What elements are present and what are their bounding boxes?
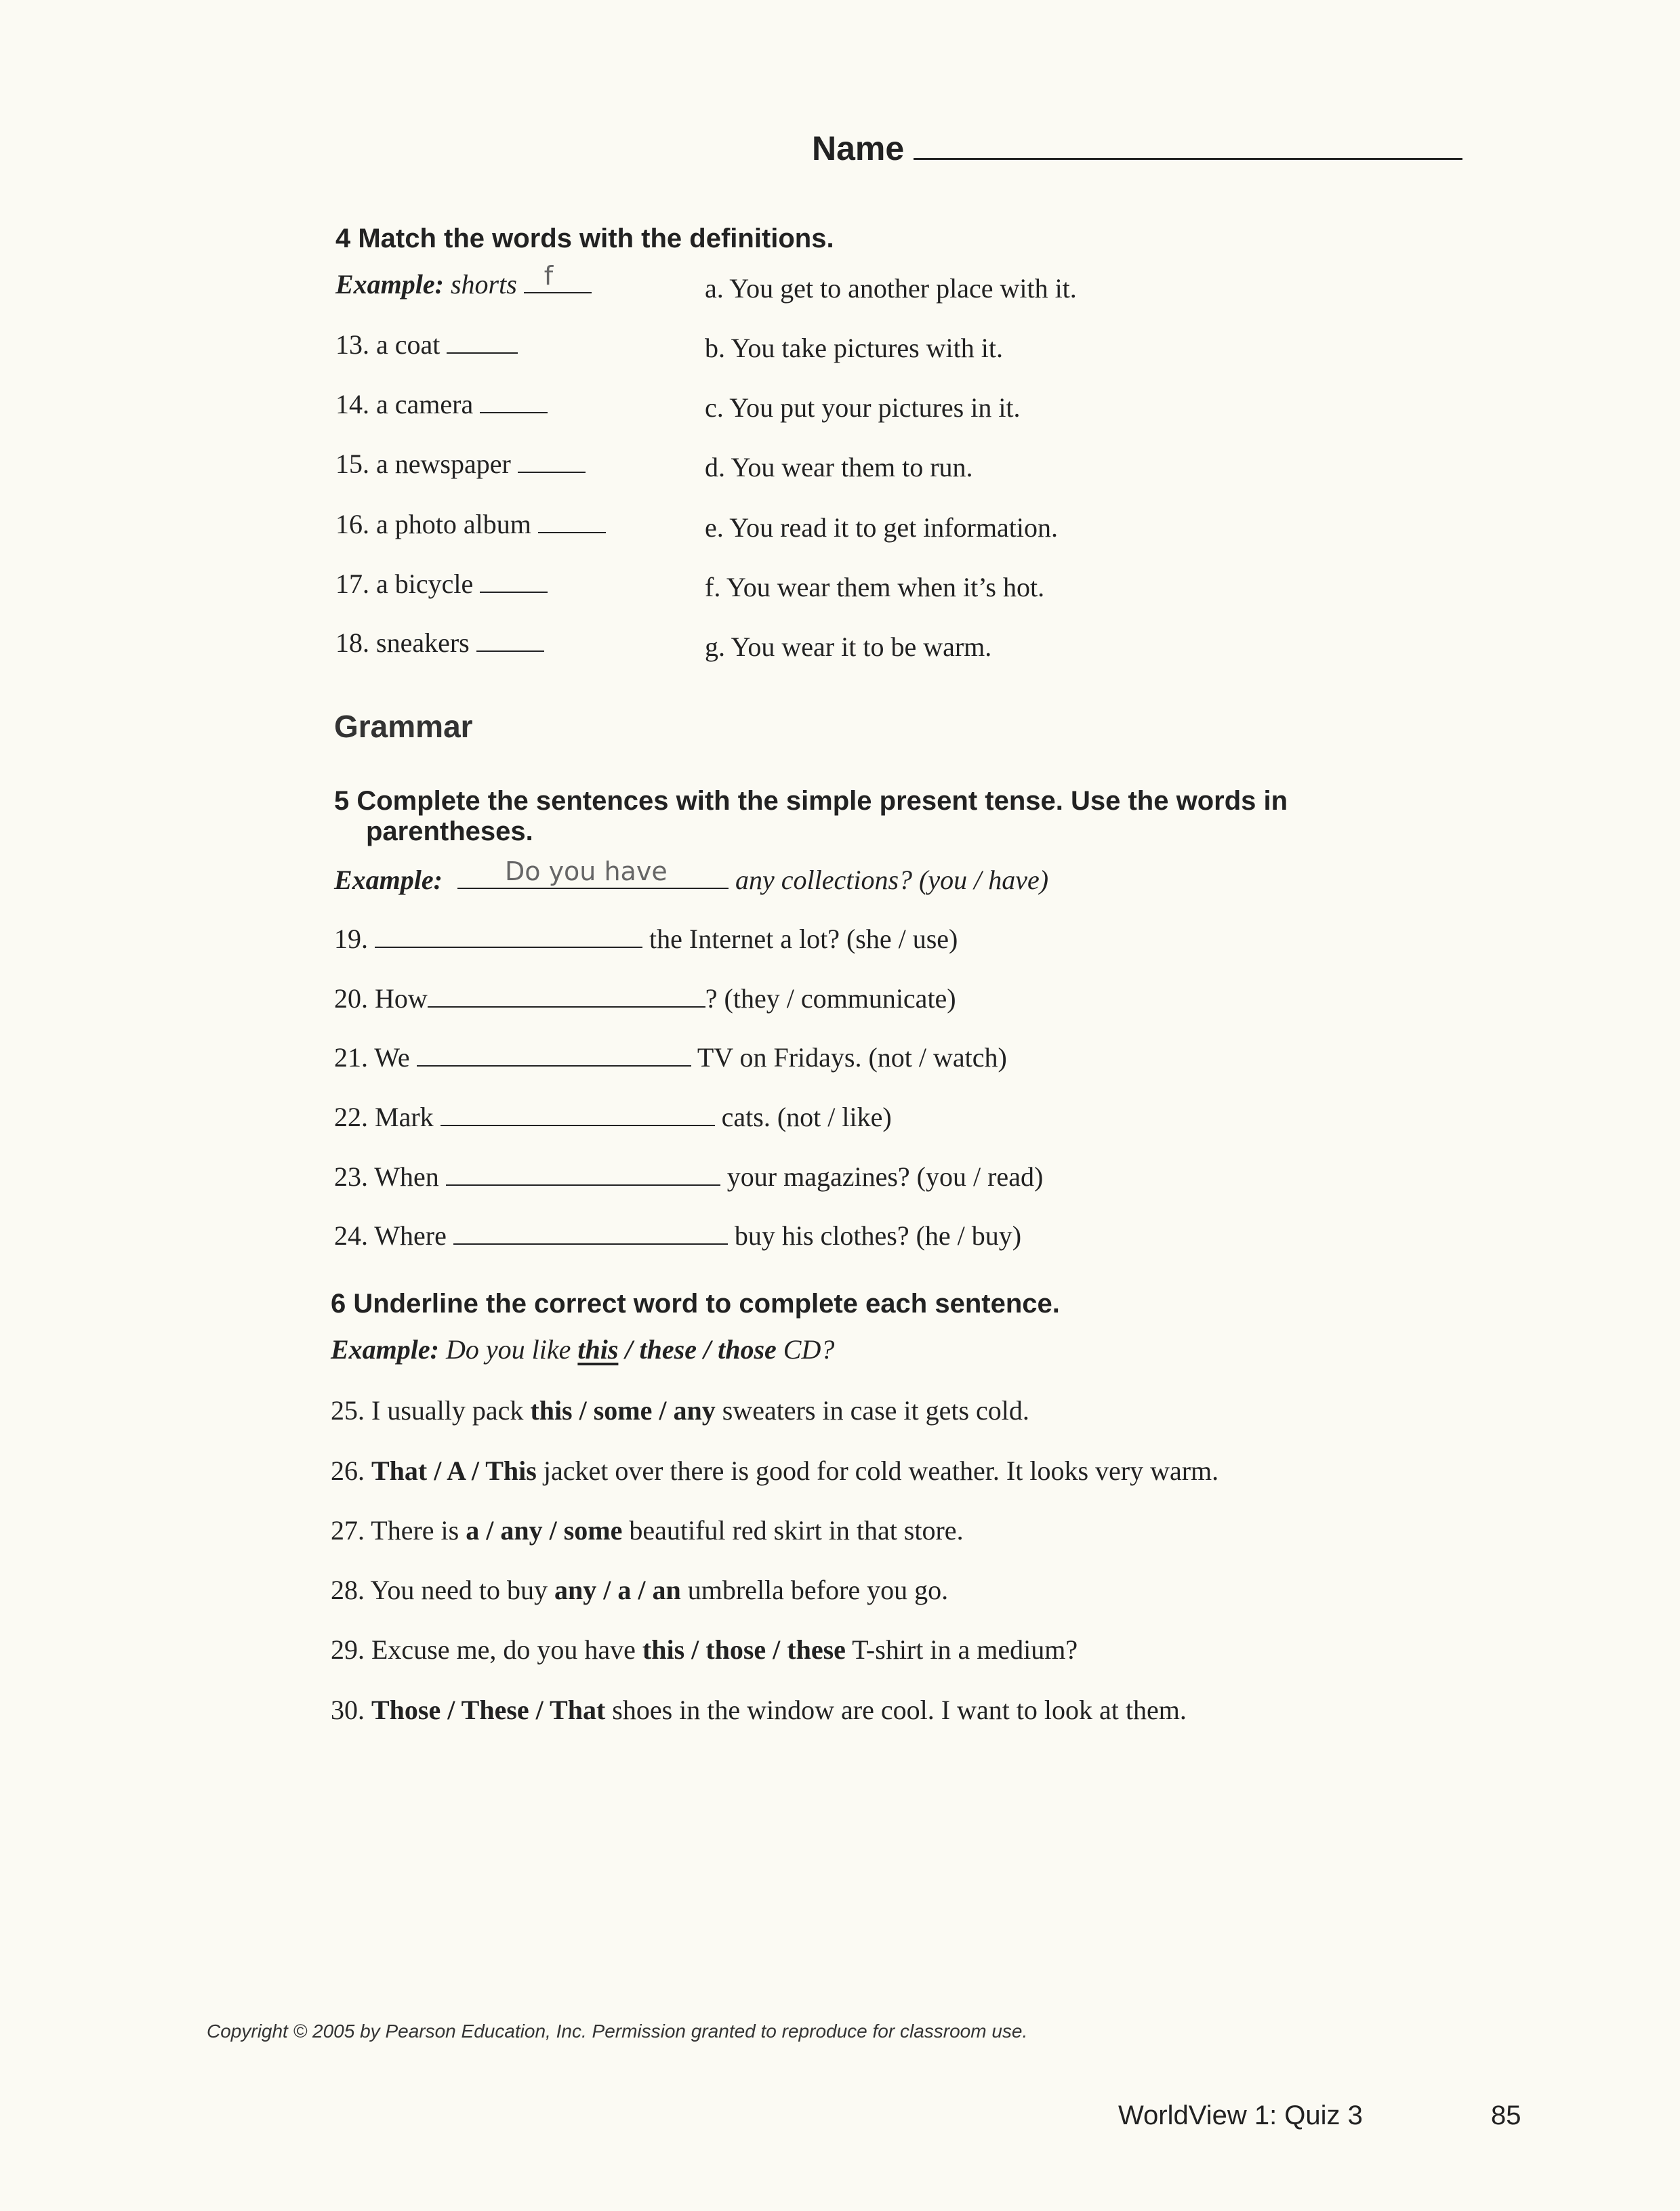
example-label: Example:: [331, 1334, 439, 1365]
item-number: 24.: [334, 1220, 368, 1251]
item-text: buy his clothes? (he / buy): [734, 1220, 1022, 1251]
item-number: 29.: [331, 1634, 365, 1665]
item-pre: When: [374, 1161, 439, 1192]
item-number: 30.: [331, 1695, 365, 1725]
item-pre: There is: [371, 1515, 459, 1546]
definition-d: d. You wear them to run.: [705, 452, 973, 482]
definition-c: c. You put your pictures in it.: [705, 392, 1021, 423]
item-text: sweaters in case it gets cold.: [722, 1395, 1029, 1426]
word-options[interactable]: any / a / an: [554, 1575, 681, 1605]
section-5-instruction-line2: parentheses.: [366, 817, 533, 846]
item-number: 27.: [331, 1515, 365, 1546]
match-item-14: [335, 388, 548, 420]
word-options[interactable]: That / A / This: [371, 1455, 537, 1486]
example-pre: Do you like: [445, 1334, 571, 1365]
grammar-title: Grammar: [334, 709, 473, 744]
answer-blank[interactable]: [428, 985, 705, 1008]
item-pre: We: [374, 1042, 410, 1073]
definition-f: f. You wear them when it’s hot.: [705, 572, 1045, 602]
item-number: 19.: [334, 924, 368, 954]
sentence-22: [334, 1101, 892, 1133]
sentence-19: [334, 923, 958, 955]
sentence-25: [331, 1394, 1029, 1426]
section-5-example: [334, 856, 1049, 896]
item-text: jacket over there is good for cold weather. It looks very warm.: [543, 1455, 1219, 1486]
example-post: CD?: [783, 1334, 835, 1365]
example-word: shorts: [450, 269, 517, 299]
sentence-26: [331, 1455, 1218, 1487]
match-item-17: [335, 568, 548, 600]
sentence-27: [331, 1514, 964, 1546]
example-answer: f: [544, 261, 554, 291]
answer-blank[interactable]: [375, 925, 642, 948]
match-blank[interactable]: [480, 390, 548, 413]
match-item-16: [335, 508, 606, 540]
word-options[interactable]: this / those / these: [642, 1634, 846, 1665]
item-text: T-shirt in a medium?: [852, 1634, 1078, 1665]
section-4-example: [335, 261, 592, 300]
word-options[interactable]: Those / These / That: [371, 1695, 606, 1725]
match-item-label: 13. a coat: [335, 329, 441, 360]
item-text: beautiful red skirt in that store.: [629, 1515, 964, 1546]
match-item-label: 18. sneakers: [335, 627, 470, 658]
match-blank[interactable]: [538, 510, 606, 533]
item-number: 23.: [334, 1161, 368, 1192]
example-option: those: [718, 1334, 777, 1365]
answer-blank[interactable]: [446, 1163, 720, 1186]
word-options[interactable]: a / any / some: [466, 1515, 623, 1546]
match-item-13: [335, 329, 518, 360]
match-item-label: 17. a bicycle: [335, 569, 474, 599]
example-answer: Do you have: [504, 856, 668, 886]
item-text: ? (they / communicate): [705, 983, 956, 1014]
page-number: 85: [1491, 2101, 1521, 2130]
sentence-20: [334, 983, 956, 1014]
match-blank[interactable]: [480, 570, 548, 593]
section-6-instruction: 6 Underline the correct word to complete each sentence.: [331, 1289, 1060, 1319]
match-item-label: 14. a camera: [335, 389, 474, 419]
item-text: TV on Fridays. (not / watch): [697, 1042, 1007, 1073]
item-number: 21.: [334, 1042, 368, 1073]
item-number: 22.: [334, 1102, 368, 1132]
item-pre: Mark: [375, 1102, 434, 1132]
item-number: 25.: [331, 1395, 365, 1426]
option-separator: /: [696, 1334, 718, 1365]
option-separator: /: [618, 1334, 640, 1365]
example-answer-blank: [457, 856, 729, 889]
section-5-instruction-line1: 5 Complete the sentences with the simple present tense. Use the words in: [334, 786, 1288, 816]
answer-blank[interactable]: [417, 1043, 691, 1067]
word-options[interactable]: this / some / any: [530, 1395, 716, 1426]
example-rest: any collections? (you / have): [735, 865, 1049, 895]
book-title: WorldView 1: Quiz 3: [1118, 2101, 1363, 2130]
answer-blank[interactable]: [441, 1103, 715, 1126]
item-text: cats. (not / like): [721, 1102, 892, 1132]
example-answer-blank: [524, 261, 592, 293]
match-blank[interactable]: [447, 331, 518, 354]
item-text: shoes in the window are cool. I want to look at them.: [612, 1695, 1187, 1725]
sentence-24: [334, 1220, 1021, 1252]
match-item-label: 16. a photo album: [335, 509, 531, 539]
match-item-15: [335, 448, 586, 480]
item-number: 28.: [331, 1575, 365, 1605]
definition-a: a. You get to another place with it.: [705, 273, 1077, 304]
sentence-28: [331, 1574, 948, 1606]
example-label: Example:: [335, 269, 444, 299]
item-number: 26.: [331, 1455, 365, 1486]
match-item-18: [335, 627, 544, 659]
example-label: Example:: [334, 865, 443, 895]
sentence-30: [331, 1694, 1187, 1726]
name-blank[interactable]: [914, 131, 1462, 160]
item-number: 20.: [334, 983, 368, 1014]
item-text: your magazines? (you / read): [726, 1161, 1044, 1192]
item-text: umbrella before you go.: [687, 1575, 949, 1605]
item-pre: You need to buy: [370, 1575, 548, 1605]
example-option-underlined: this: [577, 1334, 619, 1365]
item-pre: Excuse me, do you have: [371, 1634, 636, 1665]
definition-e: e. You read it to get information.: [705, 512, 1059, 543]
copyright-notice: Copyright © 2005 by Pearson Education, Inc. Permission granted to reproduce for classroom use.: [207, 2021, 1028, 2042]
section-4-instruction: 4 Match the words with the definitions.: [335, 224, 834, 253]
sentence-21: [334, 1041, 1007, 1073]
match-blank[interactable]: [518, 450, 586, 473]
name-field: [812, 129, 1462, 168]
sentence-29: [331, 1634, 1078, 1666]
definition-g: g. You wear it to be warm.: [705, 632, 992, 662]
section-6-example: [331, 1334, 834, 1365]
answer-blank[interactable]: [453, 1222, 728, 1245]
name-label: Name: [812, 129, 905, 167]
example-option: these: [639, 1334, 697, 1365]
item-pre: Where: [374, 1220, 447, 1251]
sentence-23: [334, 1161, 1043, 1193]
item-pre: I usually pack: [371, 1395, 524, 1426]
item-text: the Internet a lot? (she / use): [649, 924, 958, 954]
match-blank[interactable]: [476, 629, 544, 652]
definition-b: b. You take pictures with it.: [705, 333, 1003, 363]
item-pre: How: [375, 983, 428, 1014]
match-item-label: 15. a newspaper: [335, 449, 511, 479]
